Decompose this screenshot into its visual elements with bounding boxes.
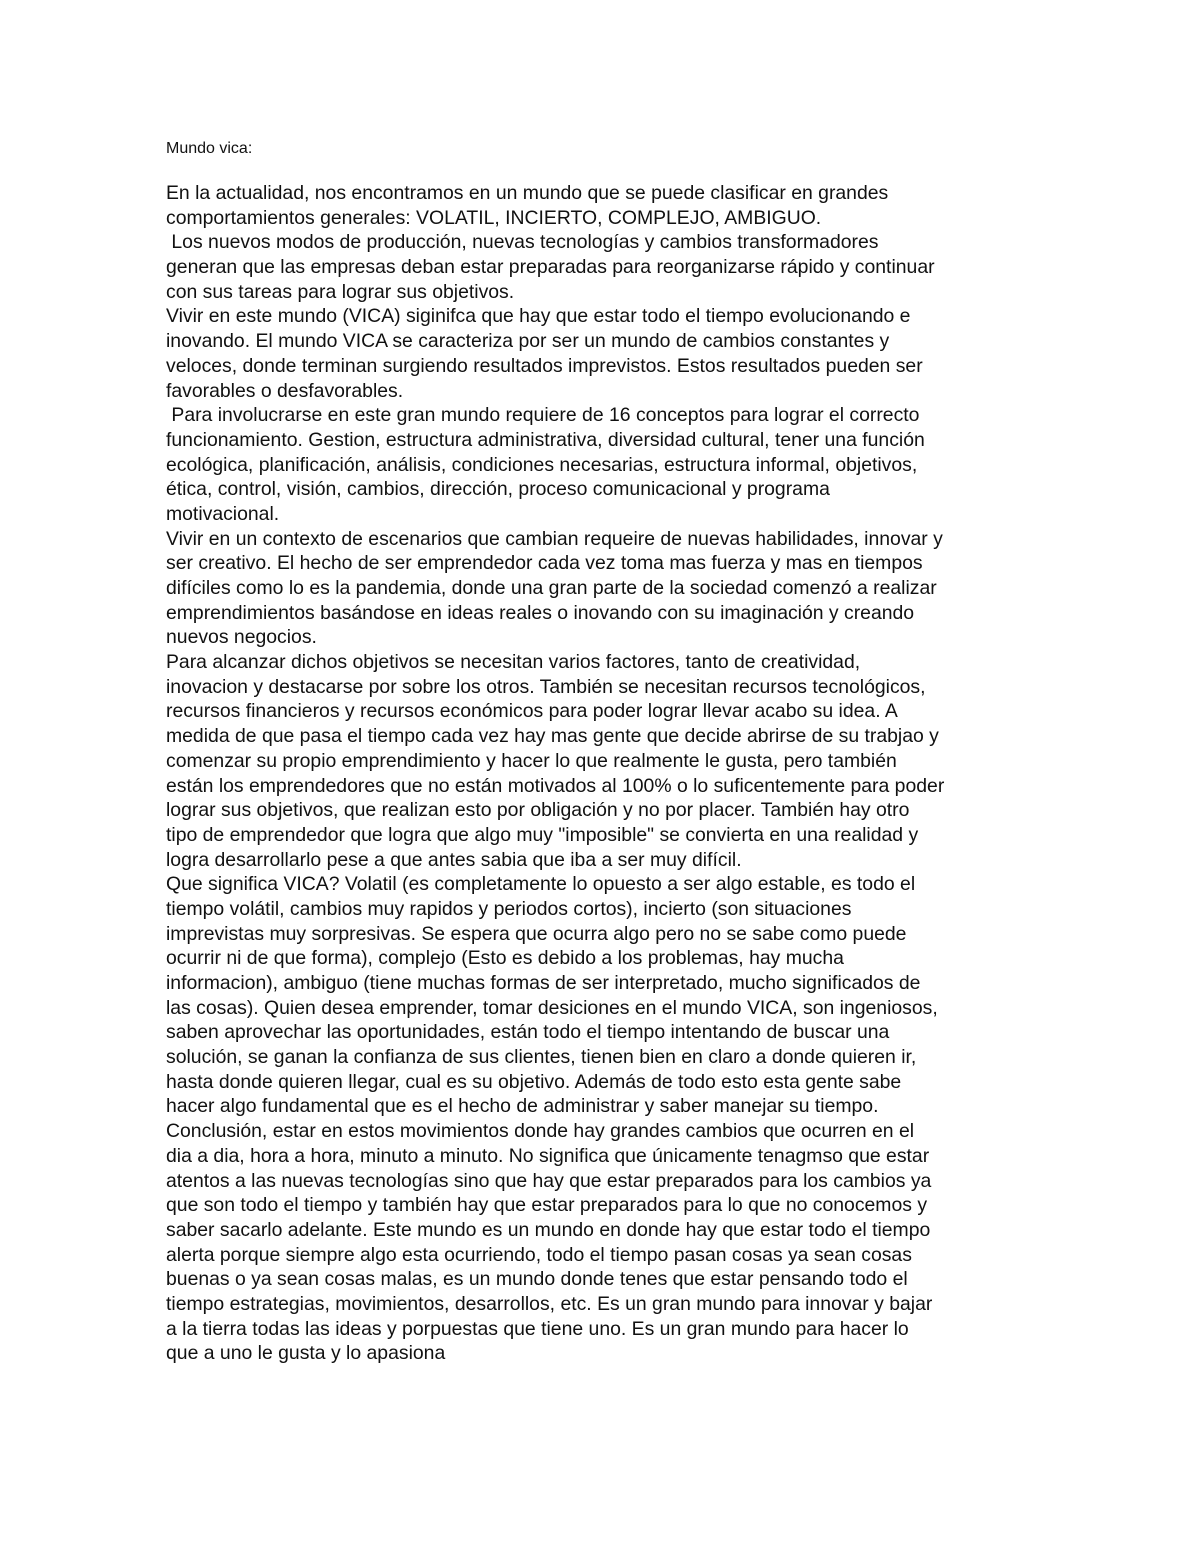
text-line: difíciles como lo es la pandemia, donde una gran parte de la sociedad comenzó a realizar	[166, 577, 937, 599]
text-line: Que significa VICA? Volatil (es completamente lo opuesto a ser algo estable, es todo el	[166, 873, 916, 896]
text-line: ser creativo. El hecho de ser emprendedor cada vez toma mas fuerza y mas en tiempos	[166, 552, 923, 575]
text-line: comenzar su propio emprendimiento y hacer lo que realmente le gusta, pero también	[166, 749, 897, 772]
text-line: logra desarrollarlo pese a que antes sabia que iba a ser muy difícil.	[166, 848, 742, 871]
text-line: En la actualidad, nos encontramos en un mundo que se puede clasificar en grandes	[166, 182, 889, 204]
text-line: ecológica, planificación, análisis, condiciones necesarias, estructura informal, objetivos,	[166, 453, 918, 476]
text-line: dia a dia, hora a hora, minuto a minuto. No significa que únicamente tenagmso que estar	[166, 1144, 930, 1167]
text-line: lograr sus objetivos, que realizan esto por obligación y no por placer. También hay otro	[166, 799, 910, 822]
text-line: hasta donde quieren llegar, cual es su objetivo. Además de todo esto esta gente sabe	[166, 1070, 902, 1093]
text-line: favorables o desfavorables.	[166, 379, 404, 402]
text-line: generan que las empresas deban estar preparadas para reorganizarse rápido y continuar	[166, 256, 935, 279]
document-body	[166, 181, 1046, 1366]
document-title: Mundo vica:	[166, 140, 253, 157]
text-line: hacer algo fundamental que es el hecho de administrar y saber manejar su tiempo.	[166, 1095, 879, 1118]
text-line: ética, control, visión, cambios, dirección, proceso comunicacional y programa	[166, 478, 830, 501]
text-line: buenas o ya sean cosas malas, es un mundo donde tenes que estar pensando todo el	[166, 1268, 908, 1291]
text-line: imprevistas muy sorpresivas. Se espera que ocurra algo pero no se sabe como puede	[166, 922, 907, 945]
text-line: Para involucrarse en este gran mundo requiere de 16 conceptos para lograr el correcto	[166, 404, 920, 427]
text-line: veloces, donde terminan surgiendo resultados imprevistos. Estos resultados pueden ser	[166, 354, 923, 377]
text-line: Vivir en un contexto de escenarios que cambian requeire de nuevas habilidades, innovar y	[166, 527, 943, 550]
text-line: saben aprovechar las oportunidades, están todo el tiempo intentando de buscar una	[166, 1021, 890, 1044]
text-line: Para alcanzar dichos objetivos se necesitan varios factores, tanto de creatividad,	[166, 651, 861, 674]
text-line: emprendimientos basándose en ideas reales o inovando con su imaginación y creando	[166, 601, 915, 624]
text-line: que a uno le gusta y lo apasiona	[166, 1342, 446, 1365]
text-line: saber sacarlo adelante. Este mundo es un mundo en donde hay que estar todo el tiempo	[166, 1218, 931, 1241]
text-line: Vivir en este mundo (VICA) siginifca que hay que estar todo el tiempo evolucionando e	[166, 305, 911, 328]
text-line: inovacion y destacarse por sobre los otros. También se necesitan recursos tecnológicos,	[166, 675, 926, 698]
text-line: ocurrir ni de que forma), complejo (Esto es debido a los problemas, hay mucha	[166, 947, 844, 970]
text-line: informacion), ambiguo (tiene muchas formas de ser interpretado, mucho significados de	[166, 972, 921, 994]
text-line: medida de que pasa el tiempo cada vez hay mas gente que decide abrirse de su trabjao y	[166, 725, 939, 748]
text-line: atentos a las nuevas tecnologías sino que hay que estar preparados para los cambios ya	[166, 1169, 932, 1192]
text-line: comportamientos generales: VOLATIL, INCIERTO, COMPLEJO, AMBIGUO.	[166, 206, 822, 229]
text-line: Conclusión, estar en estos movimientos donde hay grandes cambios que ocurren en el	[166, 1120, 915, 1143]
text-line: inovando. El mundo VICA se caracteriza por ser un mundo de cambios constantes y	[166, 330, 890, 353]
text-line: recursos financieros y recursos económicos para poder lograr llevar acabo su idea. A	[166, 700, 898, 723]
text-line: a la tierra todas las ideas y porpuestas que tiene uno. Es un gran mundo para hacer lo	[166, 1317, 909, 1340]
text-line: Los nuevos modos de producción, nuevas tecnologías y cambios transformadores	[166, 231, 879, 254]
text-line: funcionamiento. Gestion, estructura administrativa, diversidad cultural, tener una función	[166, 428, 925, 451]
text-line: las cosas). Quien desea emprender, tomar desiciones en el mundo VICA, son ingeniosos,	[166, 996, 938, 1019]
text-line: con sus tareas para lograr sus objetivos.	[166, 280, 515, 303]
text-line: motivacional.	[166, 502, 280, 525]
text-line: alerta porque siempre algo esta ocurriendo, todo el tiempo pasan cosas ya sean cosas	[166, 1243, 912, 1266]
text-line: que son todo el tiempo y también hay que estar preparados para lo que no conocemos y	[166, 1194, 928, 1217]
text-line: tipo de emprendedor que logra que algo muy "imposible" se convierta en una realidad y	[166, 823, 919, 846]
text-line: tiempo volátil, cambios muy rapidos y periodos cortos), incierto (son situaciones	[166, 897, 852, 920]
text-line: están los emprendedores que no están motivados al 100% o lo suficentemente para poder	[166, 774, 945, 797]
text-line: solución, se ganan la confianza de sus clientes, tienen bien en claro a donde quieren ir,	[166, 1046, 917, 1069]
text-line: tiempo estrategias, movimientos, desarrollos, etc. Es un gran mundo para innovar y bajar	[166, 1292, 933, 1315]
text-line: nuevos negocios.	[166, 626, 317, 649]
